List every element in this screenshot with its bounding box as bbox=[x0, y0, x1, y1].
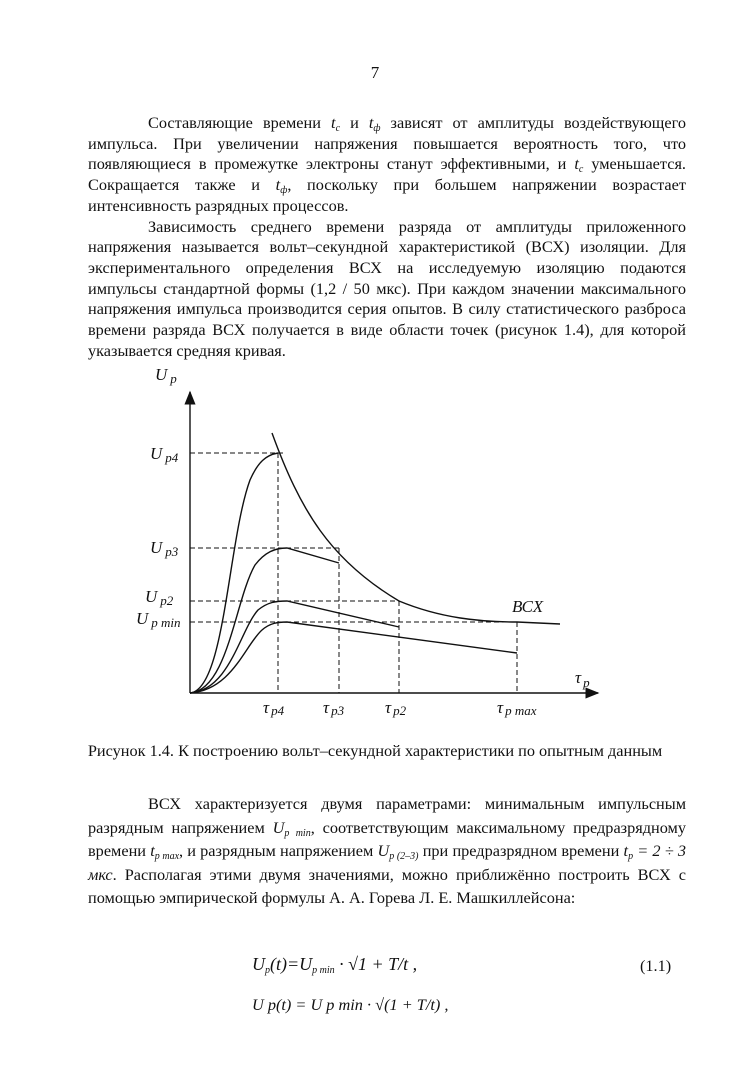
formula-part: (t)= bbox=[270, 954, 300, 974]
formula-1-1 bbox=[252, 954, 417, 975]
label-up2: U p2 bbox=[145, 587, 174, 608]
symbol-sub: p max bbox=[154, 851, 180, 862]
label-tp2: τ p2 bbox=[385, 698, 407, 718]
symbol: t bbox=[368, 113, 374, 132]
label-tp3: τ p3 bbox=[323, 698, 345, 718]
symbol: t bbox=[574, 154, 579, 174]
y-axis-label: U p bbox=[155, 365, 177, 386]
text: уменьшается. Сокращается также и bbox=[88, 154, 687, 195]
symbol-sub: p min bbox=[284, 827, 311, 839]
text: ВСХ характеризуется двумя параметрами: минимальным импульсным разрядным напряжением bbox=[88, 794, 686, 837]
symbol-sub: c bbox=[578, 164, 584, 176]
symbol: t bbox=[623, 841, 629, 860]
curve-up4 bbox=[190, 453, 278, 693]
formula-full: U p(t) = U p min · √(1 + T/t) , bbox=[252, 995, 449, 1014]
formula-part: U bbox=[252, 954, 265, 974]
text: и bbox=[340, 113, 369, 132]
symbol: U bbox=[272, 817, 285, 837]
label-tpmax: τ p max bbox=[497, 698, 537, 718]
text: при предразрядном времени bbox=[418, 841, 624, 860]
formula-part: p bbox=[265, 965, 270, 976]
symbol-sub: c bbox=[335, 123, 341, 134]
symbol-sub: ф bbox=[373, 123, 381, 134]
symbol-sub: ф bbox=[280, 185, 288, 197]
symbol: = 2 ÷ 3 мкс bbox=[88, 841, 686, 884]
vsh-curve bbox=[272, 433, 560, 624]
paragraph-3 bbox=[88, 792, 686, 910]
curve-upmin bbox=[190, 622, 517, 693]
vsh-label: ВСХ bbox=[512, 597, 544, 616]
symbol-sub: p bbox=[628, 851, 634, 862]
text: Составляющие времени bbox=[148, 113, 332, 132]
equation-number: (1.1) bbox=[640, 956, 672, 975]
symbol: t bbox=[150, 841, 155, 860]
body-text-bottom bbox=[88, 792, 686, 910]
label-up4: U p4 bbox=[150, 444, 179, 465]
label-tp4: τ p4 bbox=[263, 698, 285, 718]
curve-up3 bbox=[190, 548, 339, 693]
x-axis-label: τ $_p$ bbox=[575, 668, 590, 690]
symbol: U bbox=[377, 841, 390, 860]
curve-up2 bbox=[190, 601, 399, 693]
symbol: t bbox=[275, 175, 281, 195]
label-upmin: U p min bbox=[136, 609, 181, 630]
page-number: 7 bbox=[370, 63, 380, 82]
formula-part: · √1 + T/t , bbox=[334, 954, 418, 974]
text: , и разрядным напряжением bbox=[179, 841, 378, 860]
formula-part: U bbox=[299, 954, 313, 974]
label-up3: U p3 bbox=[150, 538, 179, 559]
text: . Располагая этими двумя значениями, можно приближённо построить ВСХ с помощью эмпирической формулы А. А. Горева Л. Е. Машкиллейсона: bbox=[88, 864, 686, 907]
text: , соответствующим максимальному предразрядному времени bbox=[88, 817, 686, 860]
text: зависят от амплитуды воздействующего импульса. При увеличении напряжения повышается вероятность того, что появляющиеся в промежутке электроны станут эффективными, и bbox=[88, 113, 686, 174]
symbol-sub: p (2–3) bbox=[389, 851, 419, 862]
text: , поскольку при большем напряжении возрастает интенсивность разрядных процессов. bbox=[88, 175, 686, 215]
paragraph-2: Зависимость среднего времени разряда от амплитуды приложенного напряжения называется вольт–секундной характеристикой (ВСХ) изоляции. Для экспериментального определения ВСХ на исследуемую изоляцию подаются импульсы стандартной формы (1,2 / 50 мкс). При каждом значении максимального напряжения импульса производится серия опытов. В силу статистического разброса времени разряда ВСХ получается в виде области точек (рисунок 1.4), для которой указывается средняя кривая. bbox=[88, 216, 686, 360]
symbol: t bbox=[331, 113, 336, 132]
guide-lines bbox=[190, 453, 520, 693]
formula-part: p min bbox=[312, 965, 335, 976]
figure-caption: Рисунок 1.4. К построению вольт–секундной характеристики по опытным данным bbox=[87, 741, 663, 760]
